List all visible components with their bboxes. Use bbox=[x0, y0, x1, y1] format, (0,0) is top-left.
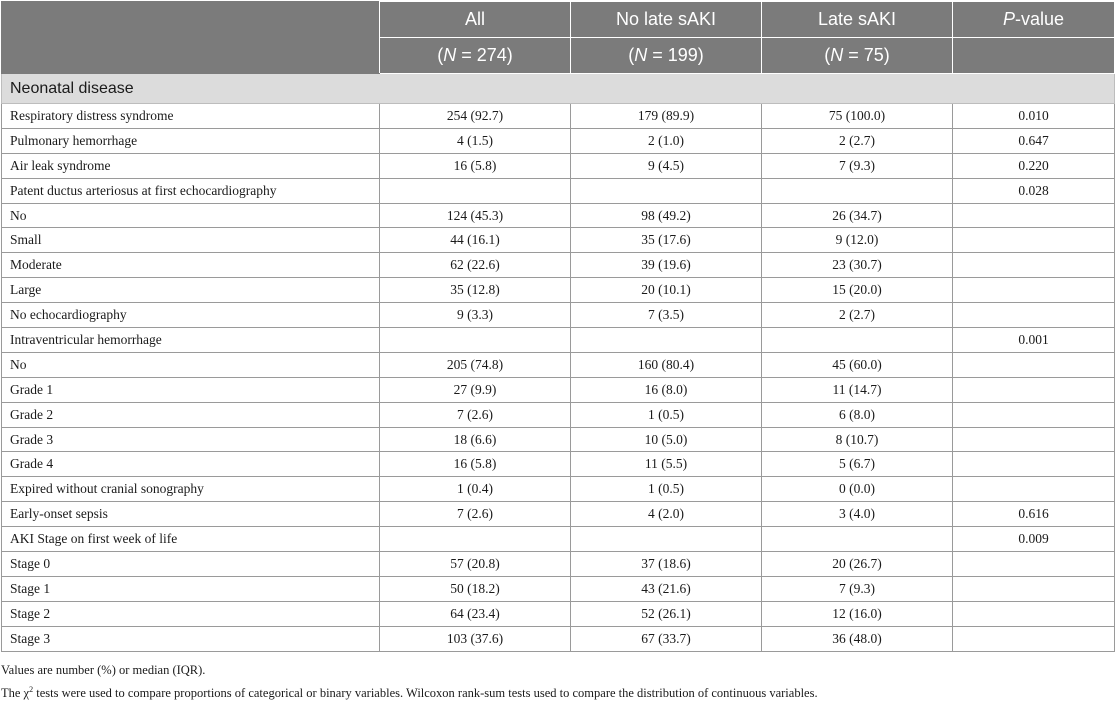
cell-no-late-saki: 9 (4.5) bbox=[571, 153, 762, 178]
cell-all: 103 (37.6) bbox=[380, 626, 571, 651]
table-row bbox=[2, 328, 1115, 353]
cell-all: 254 (92.7) bbox=[380, 104, 571, 129]
cell-late-saki: 5 (6.7) bbox=[762, 452, 953, 477]
cell-no-late-saki: 1 (0.5) bbox=[571, 477, 762, 502]
row-label: Stage 0 bbox=[2, 552, 380, 577]
cell-p-value bbox=[953, 253, 1115, 278]
cell-late-saki: 2 (2.7) bbox=[762, 128, 953, 153]
cell-late-saki: 75 (100.0) bbox=[762, 104, 953, 129]
cell-all: 4 (1.5) bbox=[380, 128, 571, 153]
cell-p-value bbox=[953, 203, 1115, 228]
table-row bbox=[2, 352, 1115, 377]
header-blank-cell bbox=[2, 2, 380, 74]
cell-p-value: 0.028 bbox=[953, 178, 1115, 203]
cell-all bbox=[380, 178, 571, 203]
table-row bbox=[2, 303, 1115, 328]
table-row bbox=[2, 452, 1115, 477]
table-row bbox=[2, 601, 1115, 626]
cell-no-late-saki: 20 (10.1) bbox=[571, 278, 762, 303]
row-label: Early-onset sepsis bbox=[2, 502, 380, 527]
note-tests: The $\chi^2$ tests were used to compare proportions of categorical or binary variables. Wilcoxon rank-sum tests used to compare the distribution of continuous variables. bbox=[1, 685, 818, 701]
table-row bbox=[2, 104, 1115, 129]
header-p-value-blank bbox=[953, 38, 1115, 74]
cell-all: 18 (6.6) bbox=[380, 427, 571, 452]
table-row bbox=[2, 477, 1115, 502]
row-label: Respiratory distress syndrome bbox=[2, 104, 380, 129]
cell-all: 124 (45.3) bbox=[380, 203, 571, 228]
cell-p-value: 0.009 bbox=[953, 527, 1115, 552]
row-label: Expired without cranial sonography bbox=[2, 477, 380, 502]
cell-late-saki bbox=[762, 328, 953, 353]
cell-late-saki: 3 (4.0) bbox=[762, 502, 953, 527]
table-row bbox=[2, 253, 1115, 278]
row-label: No bbox=[2, 352, 380, 377]
cell-late-saki: 7 (9.3) bbox=[762, 576, 953, 601]
cell-late-saki: 36 (48.0) bbox=[762, 626, 953, 651]
cell-all: 50 (18.2) bbox=[380, 576, 571, 601]
cell-late-saki: 6 (8.0) bbox=[762, 402, 953, 427]
cell-p-value bbox=[953, 601, 1115, 626]
table-row bbox=[2, 402, 1115, 427]
cell-late-saki: 20 (26.7) bbox=[762, 552, 953, 577]
cell-p-value bbox=[953, 278, 1115, 303]
cell-no-late-saki: 1 (0.5) bbox=[571, 402, 762, 427]
cell-all: 205 (74.8) bbox=[380, 352, 571, 377]
table-row bbox=[2, 552, 1115, 577]
table-row bbox=[2, 527, 1115, 552]
row-label: AKI Stage on first week of life bbox=[2, 527, 380, 552]
cell-no-late-saki: 52 (26.1) bbox=[571, 601, 762, 626]
cell-no-late-saki: 35 (17.6) bbox=[571, 228, 762, 253]
header-no-late-saki: No late sAKI bbox=[571, 2, 762, 38]
table-row bbox=[2, 128, 1115, 153]
header-all-n: (N = 274) bbox=[380, 38, 571, 74]
cell-p-value bbox=[953, 576, 1115, 601]
cell-no-late-saki: 98 (49.2) bbox=[571, 203, 762, 228]
cell-p-value bbox=[953, 402, 1115, 427]
cell-p-value bbox=[953, 352, 1115, 377]
row-label: Stage 1 bbox=[2, 576, 380, 601]
cell-all: 62 (22.6) bbox=[380, 253, 571, 278]
row-label: Large bbox=[2, 278, 380, 303]
cell-no-late-saki: 10 (5.0) bbox=[571, 427, 762, 452]
note-values: Values are number (%) or median (IQR). bbox=[1, 663, 206, 677]
cell-no-late-saki: 160 (80.4) bbox=[571, 352, 762, 377]
cell-all: 16 (5.8) bbox=[380, 452, 571, 477]
table-row bbox=[2, 626, 1115, 651]
cell-p-value: 0.647 bbox=[953, 128, 1115, 153]
row-label: Grade 2 bbox=[2, 402, 380, 427]
table-row bbox=[2, 178, 1115, 203]
cell-all: 35 (12.8) bbox=[380, 278, 571, 303]
table-row bbox=[2, 502, 1115, 527]
cell-no-late-saki bbox=[571, 527, 762, 552]
table-row bbox=[2, 377, 1115, 402]
table-row bbox=[2, 427, 1115, 452]
cell-no-late-saki: 37 (18.6) bbox=[571, 552, 762, 577]
row-label: Pulmonary hemorrhage bbox=[2, 128, 380, 153]
cell-p-value bbox=[953, 377, 1115, 402]
cell-no-late-saki: 16 (8.0) bbox=[571, 377, 762, 402]
row-label: Grade 3 bbox=[2, 427, 380, 452]
row-label: Intraventricular hemorrhage bbox=[2, 328, 380, 353]
row-label: Stage 2 bbox=[2, 601, 380, 626]
row-label: Stage 3 bbox=[2, 626, 380, 651]
cell-late-saki: 8 (10.7) bbox=[762, 427, 953, 452]
cell-p-value bbox=[953, 303, 1115, 328]
cell-late-saki bbox=[762, 527, 953, 552]
row-label: No echocardiography bbox=[2, 303, 380, 328]
section-row bbox=[2, 74, 1115, 104]
cell-late-saki bbox=[762, 178, 953, 203]
table-notes bbox=[1, 661, 818, 703]
cell-p-value bbox=[953, 552, 1115, 577]
cell-late-saki: 11 (14.7) bbox=[762, 377, 953, 402]
row-label: Grade 4 bbox=[2, 452, 380, 477]
header-late-saki-n: (N = 75) bbox=[762, 38, 953, 74]
cell-late-saki: 26 (34.7) bbox=[762, 203, 953, 228]
table-row bbox=[2, 228, 1115, 253]
cell-no-late-saki: 7 (3.5) bbox=[571, 303, 762, 328]
header-all: All bbox=[380, 2, 571, 38]
cell-late-saki: 0 (0.0) bbox=[762, 477, 953, 502]
section-title: Neonatal disease bbox=[2, 74, 1115, 104]
cell-all: 7 (2.6) bbox=[380, 402, 571, 427]
header-late-saki: Late sAKI bbox=[762, 2, 953, 38]
neonatal-disease-table bbox=[1, 1, 1115, 652]
cell-all: 64 (23.4) bbox=[380, 601, 571, 626]
row-label: Small bbox=[2, 228, 380, 253]
table-row bbox=[2, 153, 1115, 178]
cell-no-late-saki: 67 (33.7) bbox=[571, 626, 762, 651]
cell-late-saki: 9 (12.0) bbox=[762, 228, 953, 253]
cell-p-value: 0.220 bbox=[953, 153, 1115, 178]
cell-all: 7 (2.6) bbox=[380, 502, 571, 527]
cell-all: 44 (16.1) bbox=[380, 228, 571, 253]
cell-p-value: 0.010 bbox=[953, 104, 1115, 129]
table-row bbox=[2, 278, 1115, 303]
cell-no-late-saki: 4 (2.0) bbox=[571, 502, 762, 527]
row-label: Air leak syndrome bbox=[2, 153, 380, 178]
cell-late-saki: 7 (9.3) bbox=[762, 153, 953, 178]
cell-p-value bbox=[953, 427, 1115, 452]
cell-all: 1 (0.4) bbox=[380, 477, 571, 502]
cell-all: 57 (20.8) bbox=[380, 552, 571, 577]
cell-no-late-saki: 2 (1.0) bbox=[571, 128, 762, 153]
cell-no-late-saki: 11 (5.5) bbox=[571, 452, 762, 477]
cell-all: 16 (5.8) bbox=[380, 153, 571, 178]
row-label: Grade 1 bbox=[2, 377, 380, 402]
table-row bbox=[2, 203, 1115, 228]
cell-late-saki: 23 (30.7) bbox=[762, 253, 953, 278]
cell-no-late-saki bbox=[571, 178, 762, 203]
cell-late-saki: 15 (20.0) bbox=[762, 278, 953, 303]
cell-no-late-saki: 39 (19.6) bbox=[571, 253, 762, 278]
row-label: No bbox=[2, 203, 380, 228]
cell-all: 27 (9.9) bbox=[380, 377, 571, 402]
cell-no-late-saki bbox=[571, 328, 762, 353]
cell-late-saki: 12 (16.0) bbox=[762, 601, 953, 626]
cell-late-saki: 2 (2.7) bbox=[762, 303, 953, 328]
cell-p-value: 0.616 bbox=[953, 502, 1115, 527]
cell-p-value bbox=[953, 477, 1115, 502]
cell-all bbox=[380, 527, 571, 552]
cell-p-value bbox=[953, 452, 1115, 477]
header-no-late-saki-n: (N = 199) bbox=[571, 38, 762, 74]
cell-all: 9 (3.3) bbox=[380, 303, 571, 328]
cell-no-late-saki: 43 (21.6) bbox=[571, 576, 762, 601]
header-row-labels bbox=[2, 2, 1115, 38]
cell-late-saki: 45 (60.0) bbox=[762, 352, 953, 377]
cell-all bbox=[380, 328, 571, 353]
header-p-value: P-value bbox=[953, 2, 1115, 38]
cell-no-late-saki: 179 (89.9) bbox=[571, 104, 762, 129]
cell-p-value bbox=[953, 228, 1115, 253]
cell-p-value: 0.001 bbox=[953, 328, 1115, 353]
cell-p-value bbox=[953, 626, 1115, 651]
row-label: Moderate bbox=[2, 253, 380, 278]
table-row bbox=[2, 576, 1115, 601]
row-label: Patent ductus arteriosus at first echocardiography bbox=[2, 178, 380, 203]
